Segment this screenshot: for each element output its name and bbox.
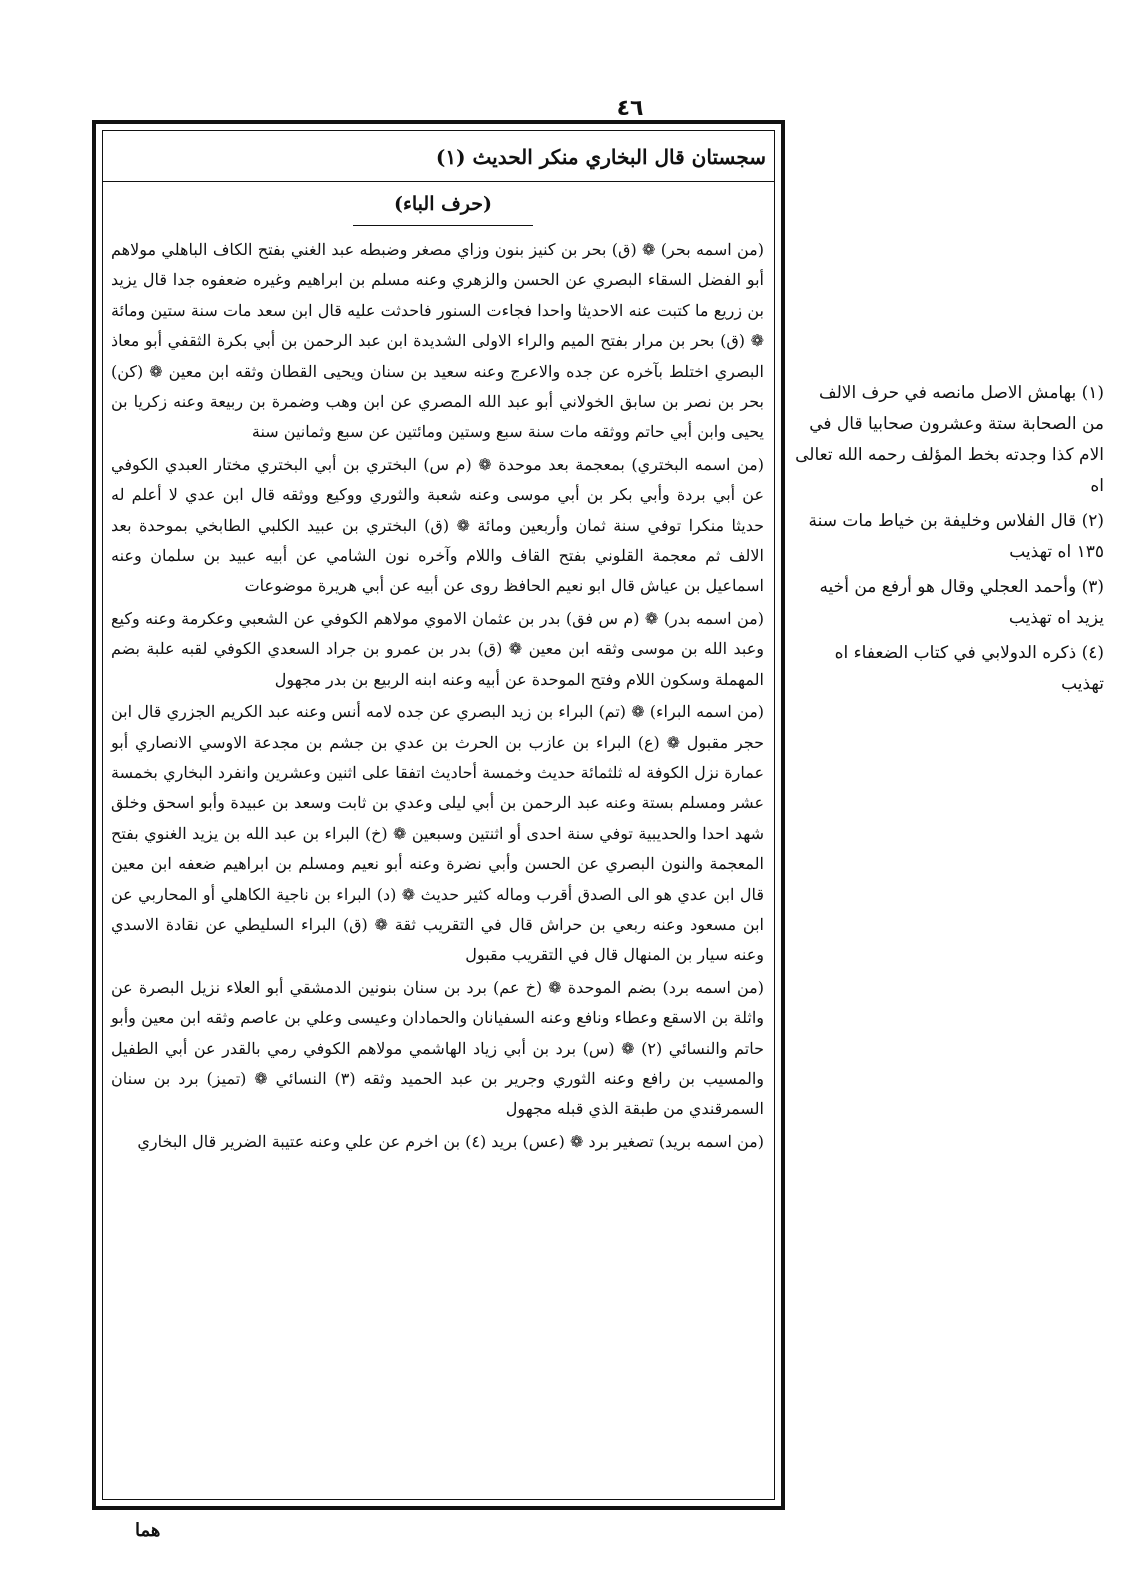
entry-paragraph-burd: (من اسمه برد) بضم الموحدة ❁ (خ عم) برد بن سنان بنونين الدمشقي أبو العلاء نزيل البصرة عن واثلة بن الاسقع وعطاء ونافع وعنه السفيانان والحمادان وعيسى وعلي بن عاصم وثقه ابن معين وأبو حاتم والنسائي (٢) ❁ (س) برد بن أبي زياد الهاشمي مولاهم الكوفي رمي بالقدر عن أبي الطفيل والمسيب بن رافع وعنه الثوري وجرير بن عبد الحميد وثقه (٣) النسائي ❁ (تميز) برد بن سنان السمرقندي من طبقة الذي قبله مجهول bbox=[111, 977, 765, 1119]
page-frame-inner bbox=[102, 130, 775, 1500]
footnote-3: (٣) وأحمد العجلي وقال هو أرفع من أخيه يزيد اه تهذيب bbox=[819, 577, 1104, 628]
entry-paragraph-bara: (من اسمه البراء) ❁ (تم) البراء بن زيد البصري عن جده لامه أنس وعنه عبد الكريم الجزري قال ابن حجر مقبول ❁ (ع) البراء بن عازب بن الحرث بن عدي بن جشم بن مجدعة الاوسي الانصاري أبو عمارة نزل الكوفة له ثلثمائة حديث وخمسة أحاديث اتفقا على اثنين وعشرين وانفرد البخاري بخمسة عشر ومسلم بستة وعنه عبد الرحمن بن أبي ليلى وعدي بن ثابت وسعد بن عبيدة وأبو اسحق وخلق شهد احدا والحديبية توفي سنة احدى أو اثنتين وسبعين ❁ (خ) البراء بن عبد الله بن يزيد الغنوي بفتح المعجمة والنون البصري عن الحسن وأبي نضرة وعنه أبو نعيم ومسلم بن ابراهيم ضعفه ابن معين قال ابن عدي هو الى الصدق أقرب وماله كثير حديث ❁ (د) البراء بن ناجية الكاهلي أو المحاربي عن ابن مسعود وعنه ربعي بن حراش قال في التقريب ثقة ❁ (ق) البراء السليطي عن نقادة الاسدي وعنه سيار بن المنهال قال في التقريب مقبول bbox=[111, 702, 765, 965]
header-line: سجستان قال البخاري منكر الحديث (١) bbox=[435, 145, 766, 169]
running-header bbox=[103, 131, 774, 182]
margin-notes bbox=[792, 378, 1104, 704]
page-number: ٤٦ bbox=[616, 96, 644, 121]
section-title: (حرف الباء) bbox=[353, 185, 533, 226]
entry-paragraph-badr: (من اسمه بدر) ❁ (م س فق) بدر بن عثمان الاموي مولاهم الكوفي عن الشعبي وعكرمة وعنه وكيع وعبد الله بن موسى وثقه ابن معين ❁ (ق) بدر بن عمرو بن جراد السعدي الكوفي لقبه علبة بضم المهملة وسكون اللام وفتح الموحدة عن أبيه وعنه ابنه الربيع بن بدر مجهول bbox=[111, 608, 764, 689]
entry-paragraph-bahr: (من اسمه بحر) ❁ (ق) بحر بن كنيز بنون وزاي مصغر وضبطه عبد الغني بفتح الكاف الباهلي مولاهم أبو الفضل السقاء البصري عن الحسن والزهري وعنه مسلم بن ابراهيم وغيره ضعفوه جدا قال يزيد بن زريع ما كتبت عنه الاحديثا واحدا فجاءت السنور فاحدثت عليه قال ابن سعد مات سنة ستين ومائة ❁ (ق) بحر بن مرار بفتح الميم والراء الاولى الشديدة ابن عبد الرحمن بن أبي بكرة الثقفي أبو معاذ البصري اختلط بآخره عن جده والاعرج وعنه سعيد بن سنان ويحيى القطان وثقه ابن معين ❁ (كن) بحر بن نصر بن سابق الخولاني أبو عبد الله المصري عن ابن وهب وضمرة بن ربيعة وعنه زكريا بن يحيى وابن أبي حاتم ووثقه مات سنة سبع وستين ومائتين عن سبع وثمانين سنة bbox=[111, 240, 764, 442]
page-frame bbox=[92, 120, 785, 1510]
main-text bbox=[111, 235, 764, 1157]
footnote-4: (٤) ذكره الدولابي في كتاب الضعفاء اه تهذيب bbox=[834, 643, 1104, 694]
entry-paragraph-burayd: (من اسمه بريد) تصغير برد ❁ (عس) بريد (٤) بن اخرم عن علي وعنه عتيبة الضرير قال البخاري bbox=[137, 1131, 764, 1151]
footnote-1: (١) بهامش الاصل مانصه في حرف الالف من الصحابة ستة وعشرون صحابيا قال في الام كذا وجدته بخط المؤلف رحمه الله تعالى اه bbox=[795, 383, 1104, 496]
catchword: هما bbox=[135, 1520, 161, 1541]
footnote-2: (٢) قال الفلاس وخليفة بن خياط مات سنة ١٣٥ اه تهذيب bbox=[808, 511, 1104, 562]
entry-paragraph-bakhtari: (من اسمه البختري) بمعجمة بعد موحدة ❁ (م س) البختري بن أبي البختري مختار العبدي الكوفي عن أبي بردة وأبي بكر بن أبي موسى وعنه شعبة والثوري ووكيع ووثقه قال ابن عدي لا أعلم له حديثا منكرا توفي سنة ثمان وأربعين ومائة ❁ (ق) البختري بن عبيد الكلبي الطابخي بموحدة بعد الالف ثم معجمة القلوني بفتح القاف واللام وآخره نون الشامي عن أبيه عبيد بن سلمان وعنه اسماعيل بن عياش قال ابو نعيم الحافظ روى عن أبيه عن أبي هريرة موضوعات bbox=[111, 454, 765, 596]
